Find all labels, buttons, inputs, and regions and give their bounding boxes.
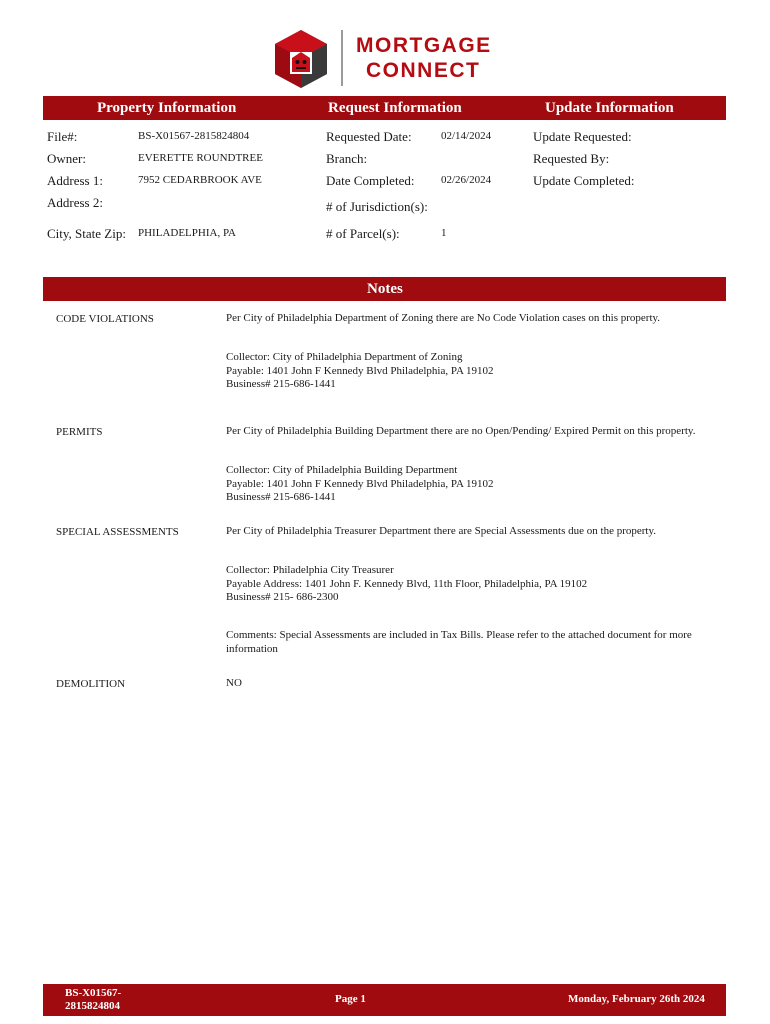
code-violations-business: Business# 215-686-1441 bbox=[226, 378, 336, 390]
permits-category: PERMITS bbox=[56, 426, 103, 438]
footer-date: Monday, February 26th 2024 bbox=[568, 993, 705, 1005]
permits-payable: Payable: 1401 John F Kennedy Blvd Philadelphia, PA 19102 bbox=[226, 477, 494, 490]
special-assessments-summary: Per City of Philadelphia Treasurer Department there are Special Assessments due on the property. bbox=[226, 525, 657, 537]
special-assessments-collector: Collector: Philadelphia City Treasurer bbox=[226, 564, 394, 576]
special-assessments-comments-line1: Comments: Special Assessments are included in Tax Bills. Please refer to the attached document for more bbox=[226, 629, 692, 641]
special-assessments-payable: Payable Address: 1401 John F. Kennedy Blvd, 11th Floor, Philadelphia, PA 19102 bbox=[226, 577, 588, 590]
code-violations-collector-block bbox=[226, 351, 726, 392]
owner-value: EVERETTE ROUNDTREE bbox=[138, 152, 263, 164]
file-value: BS-X01567-2815824804 bbox=[138, 130, 250, 142]
footer-file-line1: BS-X01567- bbox=[65, 987, 122, 999]
code-violations-category: CODE VIOLATIONS bbox=[56, 313, 154, 325]
permits-collector-block bbox=[226, 464, 726, 505]
special-assessments-business: Business# 215- 686-2300 bbox=[226, 591, 339, 603]
footer-file-number bbox=[65, 987, 121, 1013]
address2-label: Address 2: bbox=[47, 195, 103, 210]
property-information-title: Property Information bbox=[97, 100, 237, 116]
special-assessments-comments bbox=[226, 629, 726, 656]
update-completed-label: Update Completed: bbox=[533, 173, 635, 188]
special-assessments-category: SPECIAL ASSESSMENTS bbox=[56, 526, 179, 538]
house-shield-icon bbox=[270, 28, 332, 90]
date-completed-value: 02/26/2024 bbox=[441, 174, 492, 186]
permits-collector: Collector: City of Philadelphia Building Department bbox=[226, 464, 458, 476]
logo-text-line2: CONNECT bbox=[366, 59, 481, 82]
footer-bar bbox=[43, 984, 726, 1016]
branch-label: Branch: bbox=[326, 151, 368, 166]
logo-text-line1: MORTGAGE bbox=[356, 34, 492, 57]
code-violations-payable: Payable: 1401 John F Kennedy Blvd Philadelphia, PA 19102 bbox=[226, 364, 494, 377]
address1-value: 7952 CEDARBROOK AVE bbox=[138, 174, 262, 186]
code-violations-collector: Collector: City of Philadelphia Department of Zoning bbox=[226, 351, 463, 363]
requested-date-value: 02/14/2024 bbox=[441, 130, 492, 142]
city-state-zip-value: PHILADELPHIA, PA bbox=[138, 227, 236, 239]
special-assessments-collector-block bbox=[226, 564, 726, 605]
footer-page-number: Page 1 bbox=[335, 993, 366, 1005]
demolition-value: NO bbox=[226, 677, 242, 689]
special-assessments-comments-line2: information bbox=[226, 642, 278, 655]
requested-by-label: Requested By: bbox=[533, 151, 610, 166]
update-information-title: Update Information bbox=[545, 100, 674, 116]
parcels-value: 1 bbox=[441, 227, 447, 239]
permits-summary: Per City of Philadelphia Building Department there are no Open/Pending/ Expired Permit on this property. bbox=[226, 425, 696, 437]
requested-date-label: Requested Date: bbox=[326, 129, 412, 144]
update-requested-label: Update Requested: bbox=[533, 129, 632, 144]
notes-header-bar bbox=[43, 277, 726, 301]
address1-label: Address 1: bbox=[47, 173, 103, 188]
info-header-bar bbox=[43, 96, 726, 120]
request-information-title: Request Information bbox=[328, 100, 462, 116]
footer-file-line2: 2815824804 bbox=[65, 1000, 120, 1012]
notes-title: Notes bbox=[367, 281, 403, 297]
date-completed-label: Date Completed: bbox=[326, 173, 415, 188]
demolition-category: DEMOLITION bbox=[56, 678, 126, 690]
code-violations-summary: Per City of Philadelphia Department of Zoning there are No Code Violation cases on this property. bbox=[226, 312, 661, 324]
parcels-label: # of Parcel(s): bbox=[326, 226, 400, 241]
logo-divider bbox=[341, 30, 343, 86]
permits-business: Business# 215-686-1441 bbox=[226, 491, 336, 503]
jurisdictions-label: # of Jurisdiction(s): bbox=[326, 199, 428, 214]
owner-label: Owner: bbox=[47, 151, 86, 166]
city-state-zip-label: City, State Zip: bbox=[47, 226, 126, 241]
file-label: File#: bbox=[47, 129, 78, 144]
